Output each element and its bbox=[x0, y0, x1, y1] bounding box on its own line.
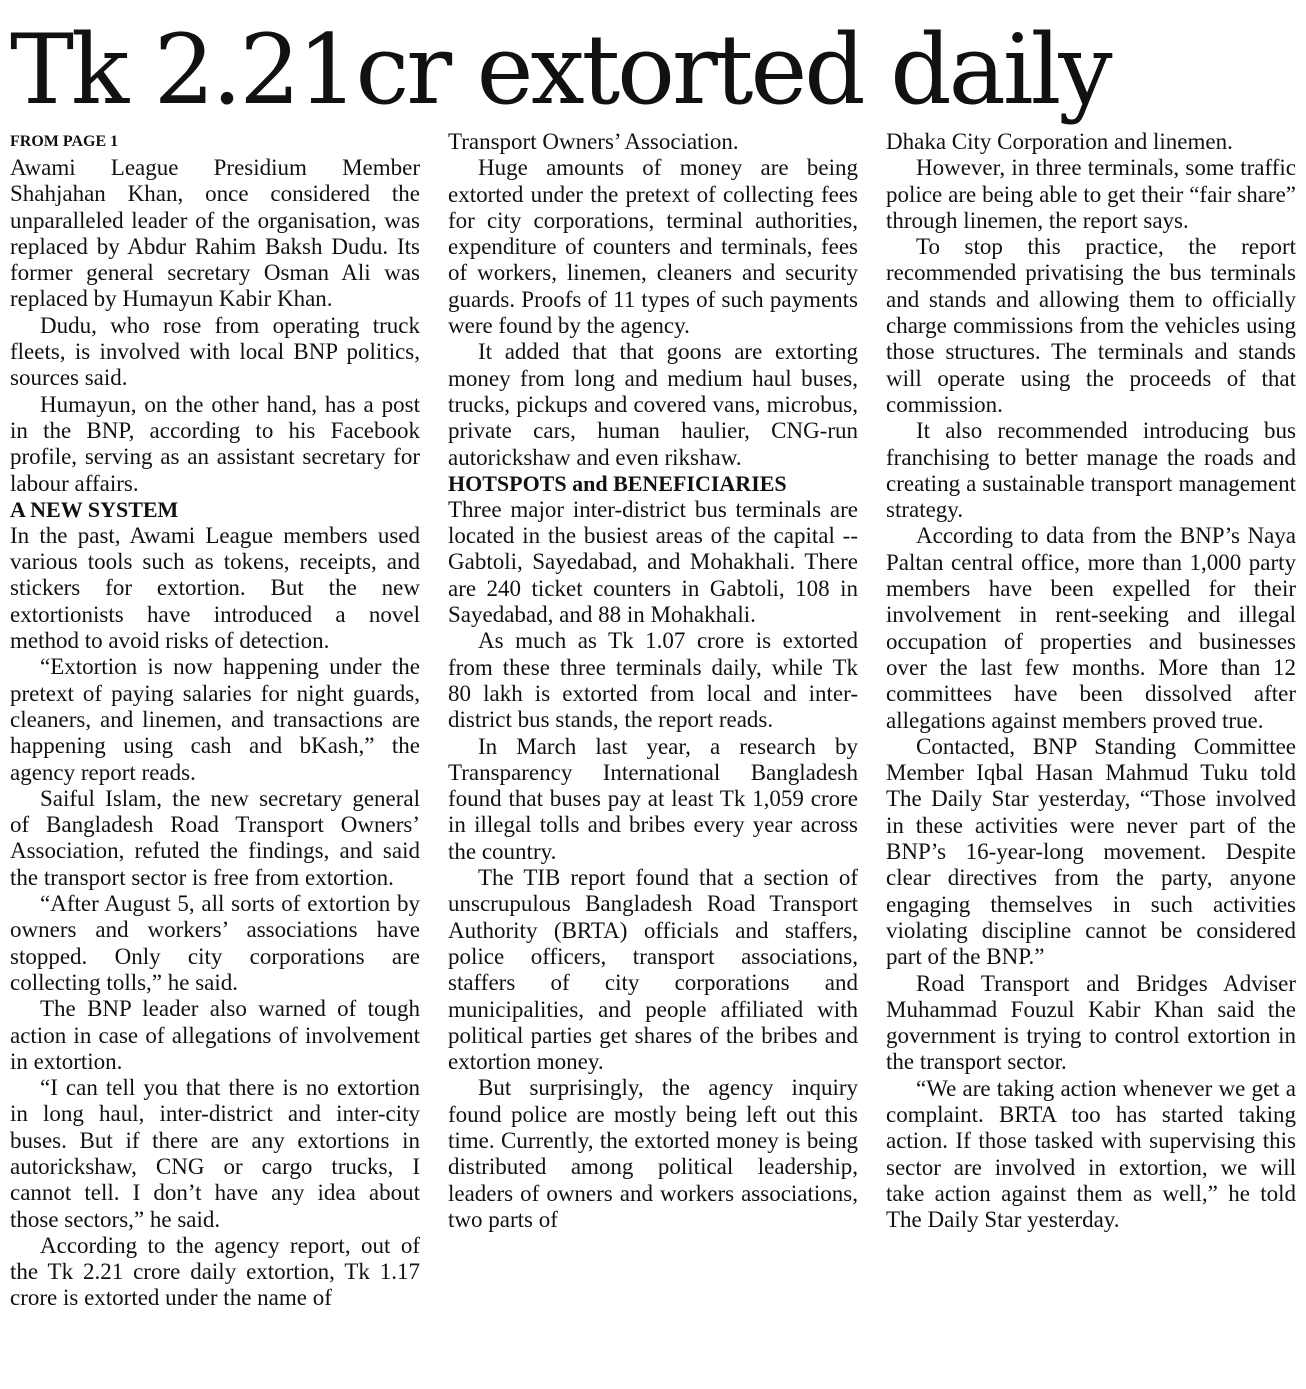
article-column-3 bbox=[886, 129, 1296, 1381]
paragraph: To stop this practice, the report recommended privatising the bus terminals and stands and allowing them to officially charge commissions from the vehicles using those structures. The terminals and stands will operate using the proceeds of that commission. bbox=[886, 234, 1296, 417]
paragraph: Saiful Islam, the new secretary general of Bangladesh Road Transport Owners’ Association, refuted the findings, and said the transport sector is free from extortion. bbox=[10, 785, 420, 890]
article-column-2 bbox=[448, 129, 858, 1381]
paragraph: In the past, Awami League members used various tools such as tokens, receipts, and stickers for extortion. But the new extortionists have introduced a novel method to avoid risks of detection. bbox=[10, 522, 420, 654]
paragraph: It also recommended introducing bus franchising to better manage the roads and creating a sustainable transport management strategy. bbox=[886, 418, 1296, 523]
paragraph: In March last year, a research by Transparency International Bangladesh found that buses pay at least Tk 1,059 crore in illegal tolls and bribes every year across the country. bbox=[448, 733, 858, 864]
paragraph: As much as Tk 1.07 crore is extorted from these three terminals daily, while Tk 80 lakh is extorted from local and inter-district bus stands, the report reads. bbox=[448, 628, 858, 733]
paragraph: However, in three terminals, some traffic police are being able to get their “fair share” through linemen, the report says. bbox=[886, 155, 1296, 233]
subheading: HOTSPOTS and BENEFICIARIES bbox=[448, 470, 787, 496]
paragraph: But surprisingly, the agency inquiry found police are mostly being left out this time. Currently, the extorted money is being distributed among political leadership, leaders of owners and workers associations, two parts of bbox=[448, 1075, 858, 1232]
paragraph: “Extortion is now happening under the pretext of paying salaries for night guards, cleaners, and linemen, and transactions are happening using cash and bKash,” the agency report reads. bbox=[10, 654, 420, 785]
paragraph: Transport Owners’ Association. bbox=[448, 129, 739, 154]
paragraph: Huge amounts of money are being extorted under the pretext of collecting fees for city corporations, terminal authorities, expenditure of counters and terminals, fees of workers, linemen, cleaners and security guards. Proofs of 11 types of such payments were found by the agency. bbox=[448, 155, 858, 339]
continuation-kicker: FROM PAGE 1 bbox=[10, 133, 119, 150]
paragraph: Dudu, who rose from operating truck fleets, is involved with local BNP politics, sources said. bbox=[10, 312, 420, 391]
paragraph: Contacted, BNP Standing Committee Member Iqbal Hasan Mahmud Tuku told The Daily Star yesterday, “Those involved in these activities were never part of the BNP’s 16-year-long movement. Despite clear directives from the party, anyone engaging themselves in such activities violating discipline cannot be considered part of the BNP.” bbox=[886, 733, 1296, 970]
paragraph: According to the agency report, out of the Tk 2.21 crore daily extortion, Tk 1.17 crore is extorted under the name of bbox=[10, 1232, 420, 1311]
paragraph: Three major inter-district bus terminals are located in the busiest areas of the capital -- Gabtoli, Sayedabad, and Mohakhali. There are 240 ticket counters in Gabtoli, 108 in Sayedabad, and 88 in Mohakhali. bbox=[448, 496, 858, 628]
paragraph: The TIB report found that a section of unscrupulous Bangladesh Road Transport Authority (BRTA) officials and staffers, police officers, transport associations, staffers of city corporations and municipalities, and people affiliated with political parties get shares of the bribes and extortion money. bbox=[448, 865, 858, 1075]
paragraph: “We are taking action whenever we get a complaint. BRTA too has started taking action. If those tasked with supervising this sector are involved in extortion, we will take action against them as well,” he told The Daily Star yesterday. bbox=[886, 1075, 1296, 1233]
paragraph: Awami League Presidium Member Shahjahan Khan, once considered the unparalleled leader of the organisation, was replaced by Abdur Rahim Baksh Dudu. Its former general secretary Osman Ali was replaced by Humayun Kabir Khan. bbox=[10, 155, 420, 312]
paragraph: “After August 5, all sorts of extortion by owners and workers’ associations have stopped. Only city corporations are collecting tolls,” he said. bbox=[10, 891, 420, 995]
subheading: A NEW SYSTEM bbox=[10, 496, 179, 522]
paragraph: The BNP leader also warned of tough action in case of allegations of involvement in extortion. bbox=[10, 996, 420, 1074]
paragraph: It added that that goons are extorting money from long and medium haul buses, trucks, pickups and covered vans, microbus, private cars, human haulier, CNG-run autorickshaw and even rikshaw. bbox=[448, 339, 858, 470]
article-column-1 bbox=[10, 129, 420, 1381]
paragraph: Road Transport and Bridges Adviser Muhammad Fouzul Kabir Khan said the government is trying to control extortion in the transport sector. bbox=[886, 970, 1296, 1075]
paragraph: Humayun, on the other hand, has a post in the BNP, according to his Facebook profile, serving as an assistant secretary for labour affairs. bbox=[10, 391, 420, 496]
paragraph: “I can tell you that there is no extortion in long haul, inter-district and inter-city buses. But if there are any extortions in autorickshaw, CNG or cargo trucks, I cannot tell. I don’t have any idea about those sectors,” he said. bbox=[10, 1075, 420, 1232]
headline: Tk 2.21cr extorted daily bbox=[10, 14, 1110, 126]
paragraph: According to data from the BNP’s Naya Paltan central office, more than 1,000 party members have been expelled for their involvement in rent-seeking and illegal occupation of properties and businesses over the last few months. More than 12 committees have been dissolved after allegations against members proved true. bbox=[886, 523, 1296, 733]
paragraph: Dhaka City Corporation and linemen. bbox=[886, 129, 1233, 154]
